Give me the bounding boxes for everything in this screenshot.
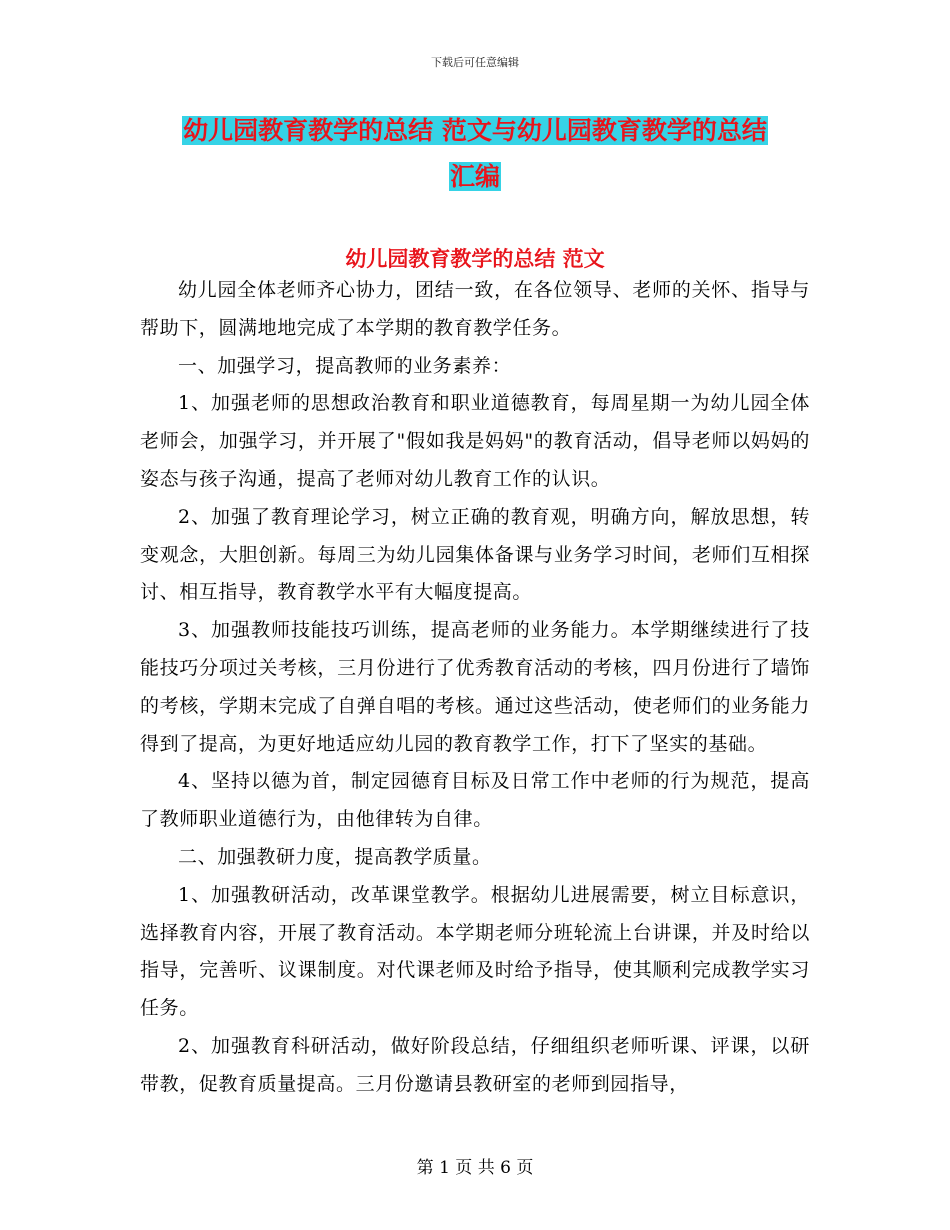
paragraph: 一、加强学习，提高教师的业务素养： [178, 354, 512, 377]
paragraph: 2、加强教育科研活动，做好阶段总结，仔细组织老师听课、评课，以研带教，促教育质量提高。三月份邀请县教研室的老师到园指导， [140, 1034, 810, 1095]
page-footer: 第 1 页 共 6 页 [416, 1158, 534, 1178]
document-title-line-2: 汇编 [449, 162, 500, 191]
section-title: 幼儿园教育教学的总结 范文 [345, 247, 605, 271]
document-title [120, 108, 830, 200]
paragraph: 1、加强老师的思想政治教育和职业道德教育，每周星期一为幼儿园全体老师会，加强学习，并开展了"假如我是妈妈"的教育活动，倡导老师以妈妈的姿态与孩子沟通，提高了老师对幼儿教育工作的认识。 [140, 392, 810, 490]
paragraph: 幼儿园全体老师齐心协力，团结一致，在各位领导、老师的关怀、指导与帮助下，圆满地地完成了本学期的教育教学任务。 [140, 279, 810, 339]
paragraph: 二、加强教研力度，提高教学质量。 [178, 845, 492, 868]
paragraph: 3、加强教师技能技巧训练，提高老师的业务能力。本学期继续进行了技能技巧分项过关考核，三月份进行了优秀教育活动的考核，四月份进行了墙饰的考核，学期末完成了自弹自唱的考核。通过这些活动，使老师们的业务能力得到了提高，为更好地适应幼儿园的教育教学工作，打下了坚实的基础。 [140, 619, 810, 755]
paragraph: 4、坚持以德为首，制定园德育目标及日常工作中老师的行为规范，提高了教师职业道德行为，由他律转为自律。 [140, 770, 810, 831]
paragraph: 2、加强了教育理论学习，树立正确的教育观，明确方向，解放思想，转变观念，大胆创新。每周三为幼儿园集体备课与业务学习时间，老师们互相探讨、相互指导，教育教学水平有大幅度提高。 [140, 505, 810, 604]
header-note: 下载后可任意编辑 [431, 56, 519, 69]
body-text [140, 272, 810, 1104]
paragraph: 1、加强教研活动，改革课堂教学。根据幼儿进展需要，树立目标意识，选择教育内容，开展了教育活动。本学期老师分班轮流上台讲课，并及时给以指导，完善听、议课制度。对代课老师及时给予指导，使其顺利完成教学实习任务。 [140, 883, 810, 1020]
document-title-line-1: 幼儿园教育教学的总结 范文与幼儿园教育教学的总结 [183, 116, 767, 145]
